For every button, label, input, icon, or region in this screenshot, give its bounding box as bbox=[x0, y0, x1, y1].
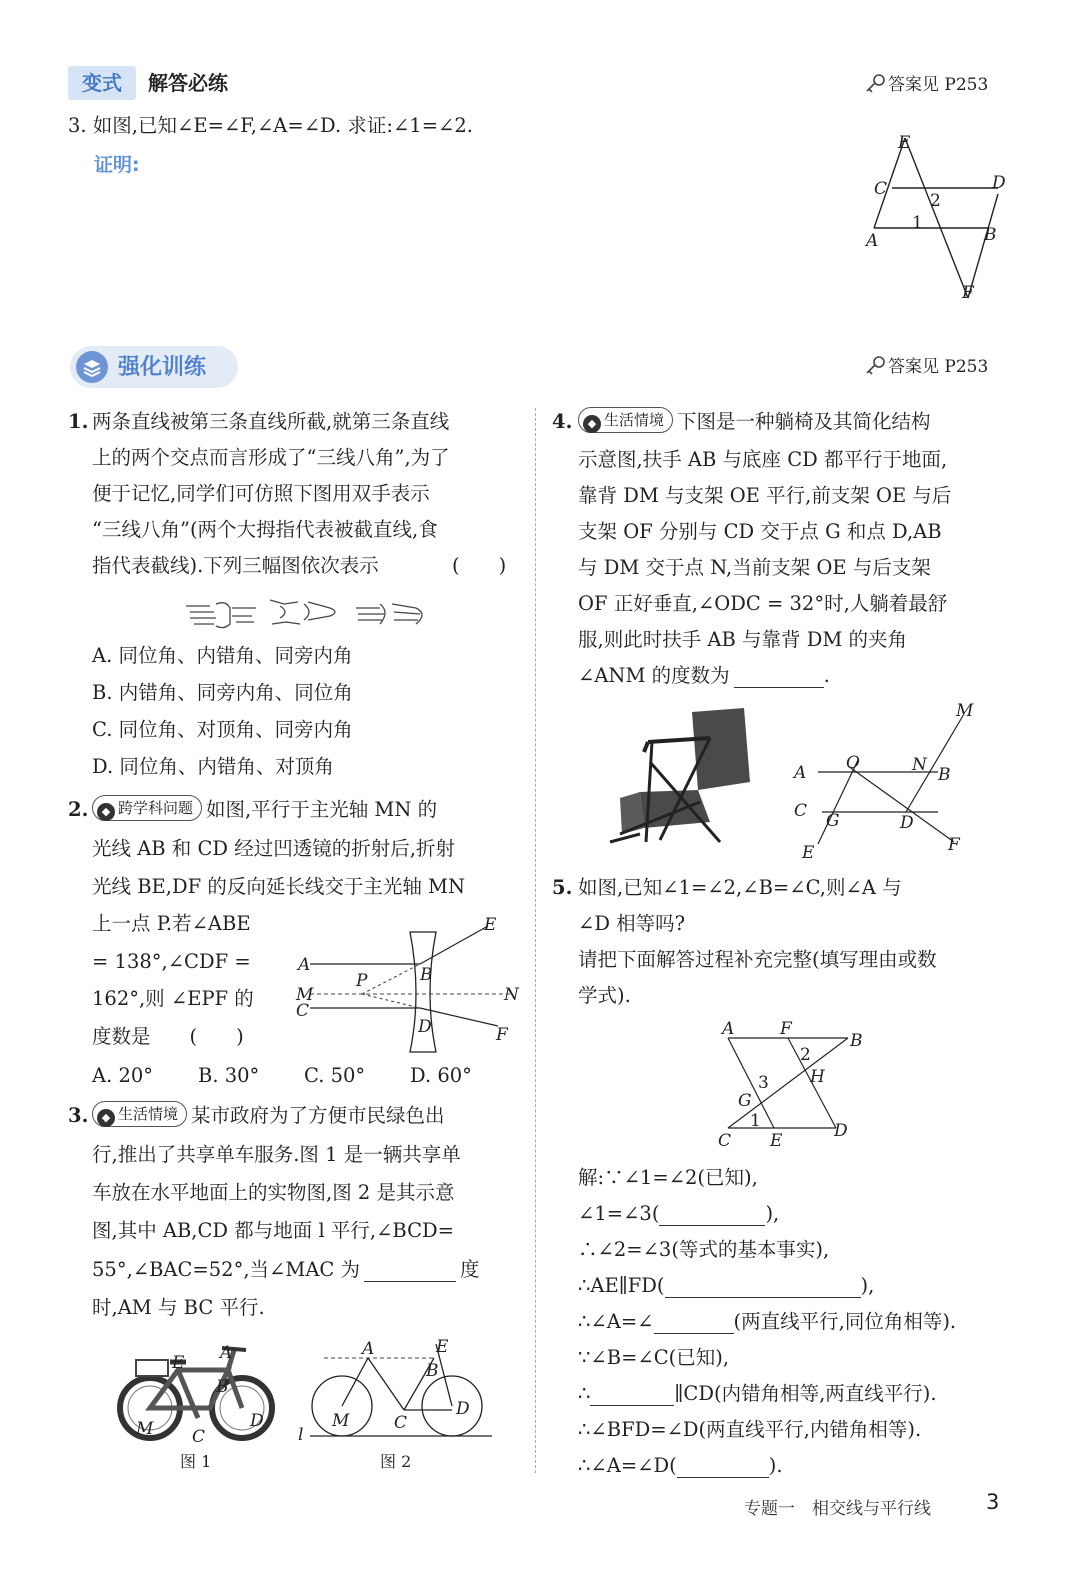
label-C: C bbox=[296, 1001, 310, 1021]
label-B: B bbox=[216, 1377, 229, 1397]
q5-blank-4[interactable] bbox=[590, 1381, 674, 1406]
q2-option-b[interactable]: B. 30° bbox=[198, 1064, 260, 1087]
q3-bicycle-photo bbox=[110, 1336, 280, 1446]
q2-line: 光线 AB 和 CD 经过凹透镜的折射后,折射 bbox=[92, 837, 455, 860]
q2-line: 上一点 P.若∠ABE bbox=[92, 912, 251, 935]
q3-fig2-caption: 图 2 bbox=[380, 1452, 412, 1471]
q4-chair-photo bbox=[600, 702, 760, 852]
variant-question-3: 3. 如图,已知∠E=∠F,∠A=∠D. 求证:∠1=∠2. bbox=[68, 114, 473, 137]
answer-ref-top[interactable]: 答案见 P253 bbox=[864, 72, 988, 102]
label-G: G bbox=[738, 1091, 752, 1111]
q4-answer-blank[interactable] bbox=[734, 663, 824, 688]
label-M: M bbox=[332, 1411, 350, 1431]
cube-icon: ◆ bbox=[583, 415, 601, 433]
label-E: E bbox=[770, 1131, 783, 1151]
label-E: E bbox=[484, 915, 497, 935]
q5-step: ∴∠BFD=∠D(两直线平行,内错角相等). bbox=[578, 1418, 922, 1441]
label-F: F bbox=[496, 1025, 508, 1045]
label-N: N bbox=[912, 755, 927, 775]
q1-line: 上的两个交点而言形成了“三线八角”,为了 bbox=[92, 446, 450, 469]
q4-chair-diagram bbox=[788, 694, 1020, 864]
q3-tag: ◆ 生活情境 bbox=[92, 1101, 187, 1127]
q4-line: 示意图,扶手 AB 与底座 CD 都平行于地面, bbox=[578, 448, 948, 471]
column-divider bbox=[535, 408, 536, 1473]
label-D: D bbox=[834, 1121, 848, 1141]
q2-first-line: ◆ 跨学科问题 如图,平行于主光轴 MN 的 bbox=[92, 792, 437, 828]
q1-option-a[interactable]: A. 同位角、内错角、同旁内角 bbox=[92, 644, 353, 667]
label-F: F bbox=[962, 283, 974, 303]
q3-line: 车放在水平地面上的实物图,图 2 是其示意 bbox=[92, 1181, 455, 1204]
cube-icon: ◆ bbox=[97, 1109, 115, 1127]
proof-label: 证明: bbox=[94, 154, 140, 176]
q5-line: 如图,已知∠1=∠2,∠B=∠C,则∠A 与 bbox=[578, 876, 902, 899]
label-l: l bbox=[298, 1425, 304, 1445]
label-E: A bbox=[220, 1343, 233, 1363]
label-P: P bbox=[356, 971, 368, 991]
q5-step: ∵∠B=∠C(已知), bbox=[578, 1346, 730, 1369]
label-C: C bbox=[794, 801, 808, 821]
label-B: B bbox=[984, 225, 997, 245]
q3-line: 55°,∠BAC=52°,当∠MAC 为 度 bbox=[92, 1258, 480, 1281]
cube-icon: ◆ bbox=[97, 803, 115, 821]
q1-line: 指代表截线).下列三幅图依次表示 bbox=[92, 554, 379, 577]
q5-blank-2[interactable] bbox=[665, 1273, 861, 1298]
label-G: G bbox=[826, 811, 840, 831]
label-O: O bbox=[846, 753, 860, 773]
q4-line: 靠背 DM 与支架 OE 平行,前支架 OE 与后 bbox=[578, 484, 952, 507]
label-M: M bbox=[296, 985, 314, 1005]
label-F: F bbox=[948, 835, 960, 855]
q1-option-b[interactable]: B. 内错角、同旁内角、同位角 bbox=[92, 681, 353, 704]
label-E: E bbox=[802, 843, 815, 863]
label-D: D bbox=[418, 1017, 432, 1037]
q1-number: 1. bbox=[68, 410, 89, 433]
key-icon bbox=[864, 72, 888, 102]
q5-line: 学式). bbox=[578, 984, 631, 1007]
q2-line: 度数是 ( ) bbox=[92, 1025, 244, 1048]
q3-number: 3. bbox=[68, 1104, 89, 1127]
label-B: B bbox=[420, 965, 433, 985]
q3-answer-blank[interactable] bbox=[364, 1257, 456, 1282]
label-A: A bbox=[794, 763, 807, 783]
q2-line: 光线 BE,DF 的反向延长线交于主光轴 MN bbox=[92, 875, 466, 898]
q4-number: 4. bbox=[552, 410, 573, 433]
q3-first-line: ◆ 生活情境 某市政府为了方便市民绿色出 bbox=[92, 1098, 445, 1134]
page-number: 3 bbox=[986, 1490, 1000, 1514]
variant-title: 解答必练 bbox=[148, 71, 228, 95]
label-D: D bbox=[250, 1411, 264, 1431]
variant-badge: 变式 bbox=[68, 66, 136, 100]
section-header: 强化训练 bbox=[70, 346, 238, 388]
q1-line: 两条直线被第三条直线所截,就第三条直线 bbox=[92, 410, 450, 433]
label-E: E bbox=[898, 133, 911, 153]
label-1: 1 bbox=[912, 213, 923, 233]
label-F: F bbox=[780, 1019, 792, 1039]
label-A: A bbox=[362, 1339, 375, 1359]
footer-topic: 专题一 相交线与平行线 bbox=[744, 1499, 931, 1519]
label-B: B bbox=[938, 765, 951, 785]
q1-option-d[interactable]: D. 同位角、内错角、对顶角 bbox=[92, 755, 334, 778]
q5-figure bbox=[712, 1018, 882, 1154]
label-A: A bbox=[722, 1019, 735, 1039]
q2-lens-figure bbox=[292, 908, 524, 1058]
variant-q3-figure bbox=[860, 128, 1020, 308]
label-A: A bbox=[866, 231, 879, 251]
q5-blank-3[interactable] bbox=[654, 1309, 734, 1334]
q3-line: 行,推出了共享单车服务.图 1 是一辆共享单 bbox=[92, 1143, 461, 1166]
q5-number: 5. bbox=[552, 876, 573, 899]
q2-option-c[interactable]: C. 50° bbox=[304, 1064, 366, 1087]
answer-ref-section[interactable]: 答案见 P253 bbox=[864, 354, 988, 384]
q4-line: 支架 OF 分别与 CD 交于点 G 和点 D,AB bbox=[578, 520, 942, 543]
layers-icon bbox=[76, 351, 108, 387]
q2-tag: ◆ 跨学科问题 bbox=[92, 795, 202, 821]
q4-line: 服,则此时扶手 AB 与靠背 DM 的夹角 bbox=[578, 628, 908, 651]
label-D: D bbox=[456, 1399, 470, 1419]
q3-bicycle-diagram bbox=[296, 1336, 496, 1446]
q5-step: ∠1=∠3( ), bbox=[578, 1202, 780, 1225]
q2-line: = 138°,∠CDF = bbox=[92, 950, 251, 973]
q5-blank-1[interactable] bbox=[659, 1201, 765, 1226]
q5-blank-5[interactable] bbox=[677, 1453, 769, 1478]
q1-answer-paren[interactable]: ( ) bbox=[452, 554, 507, 577]
q4-line: 与 DM 交于点 N,当前支架 OE 与后支架 bbox=[578, 556, 931, 579]
label-B: B bbox=[850, 1031, 863, 1051]
label-A: A bbox=[298, 955, 311, 975]
label-2: 2 bbox=[800, 1045, 811, 1065]
q1-line: 便于记忆,同学们可仿照下图用双手表示 bbox=[92, 482, 430, 505]
q2-line: 162°,则 ∠EPF 的 bbox=[92, 987, 254, 1010]
label-E: E bbox=[436, 1337, 449, 1357]
q4-tag: ◆ 生活情境 bbox=[578, 407, 673, 433]
q3-line: 图,其中 AB,CD 都与地面 l 平行,∠BCD= bbox=[92, 1219, 455, 1242]
q5-line: ∠D 相等吗? bbox=[578, 912, 686, 935]
q5-step: ∴∠2=∠3(等式的基本事实), bbox=[578, 1238, 830, 1261]
q3-line: 时,AM 与 BC 平行. bbox=[92, 1296, 265, 1319]
q2-number: 2. bbox=[68, 798, 89, 821]
label-D: D bbox=[900, 813, 914, 833]
label-D: D bbox=[992, 173, 1006, 193]
key-icon bbox=[864, 354, 888, 384]
q4-line: OF 正好垂直,∠ODC = 32°时,人躺着最舒 bbox=[578, 592, 948, 615]
label-2: 2 bbox=[930, 191, 941, 211]
label-C: C bbox=[394, 1413, 408, 1433]
q1-option-c[interactable]: C. 同位角、对顶角、同旁内角 bbox=[92, 718, 353, 741]
q4-line: ∠ANM 的度数为 . bbox=[578, 664, 830, 687]
label-1: 1 bbox=[750, 1111, 761, 1131]
label-H: H bbox=[810, 1067, 825, 1087]
q4-first-line: ◆ 生活情境 下图是一种躺椅及其简化结构 bbox=[578, 404, 931, 440]
label-A: E bbox=[172, 1353, 185, 1373]
q2-option-a[interactable]: A. 20° bbox=[92, 1064, 154, 1087]
label-C: C bbox=[718, 1131, 732, 1151]
q5-line: 请把下面解答过程补充完整(填写理由或数 bbox=[578, 948, 937, 971]
q3-fig1-caption: 图 1 bbox=[180, 1452, 212, 1471]
q2-option-d[interactable]: D. 60° bbox=[410, 1064, 472, 1087]
q5-step: ∴AE∥FD( ), bbox=[578, 1274, 875, 1297]
label-C: C bbox=[192, 1427, 206, 1446]
q5-step: ∴∠A=∠D( ). bbox=[578, 1454, 783, 1477]
label-C: C bbox=[874, 179, 888, 199]
label-B: B bbox=[426, 1361, 439, 1381]
label-M: M bbox=[136, 1419, 154, 1439]
q1-hands-figure bbox=[180, 594, 440, 634]
label-M: M bbox=[956, 701, 974, 721]
q5-step: ∴∠A=∠ (两直线平行,同位角相等). bbox=[578, 1310, 957, 1333]
label-N: N bbox=[504, 985, 519, 1005]
q1-line: “三线八角”(两个大拇指代表被截直线,食 bbox=[92, 518, 438, 541]
q5-step: ∴ ∥CD(内错角相等,两直线平行). bbox=[578, 1382, 937, 1405]
q5-step: 解:∵∠1=∠2(已知), bbox=[578, 1166, 758, 1189]
label-3: 3 bbox=[758, 1073, 769, 1093]
